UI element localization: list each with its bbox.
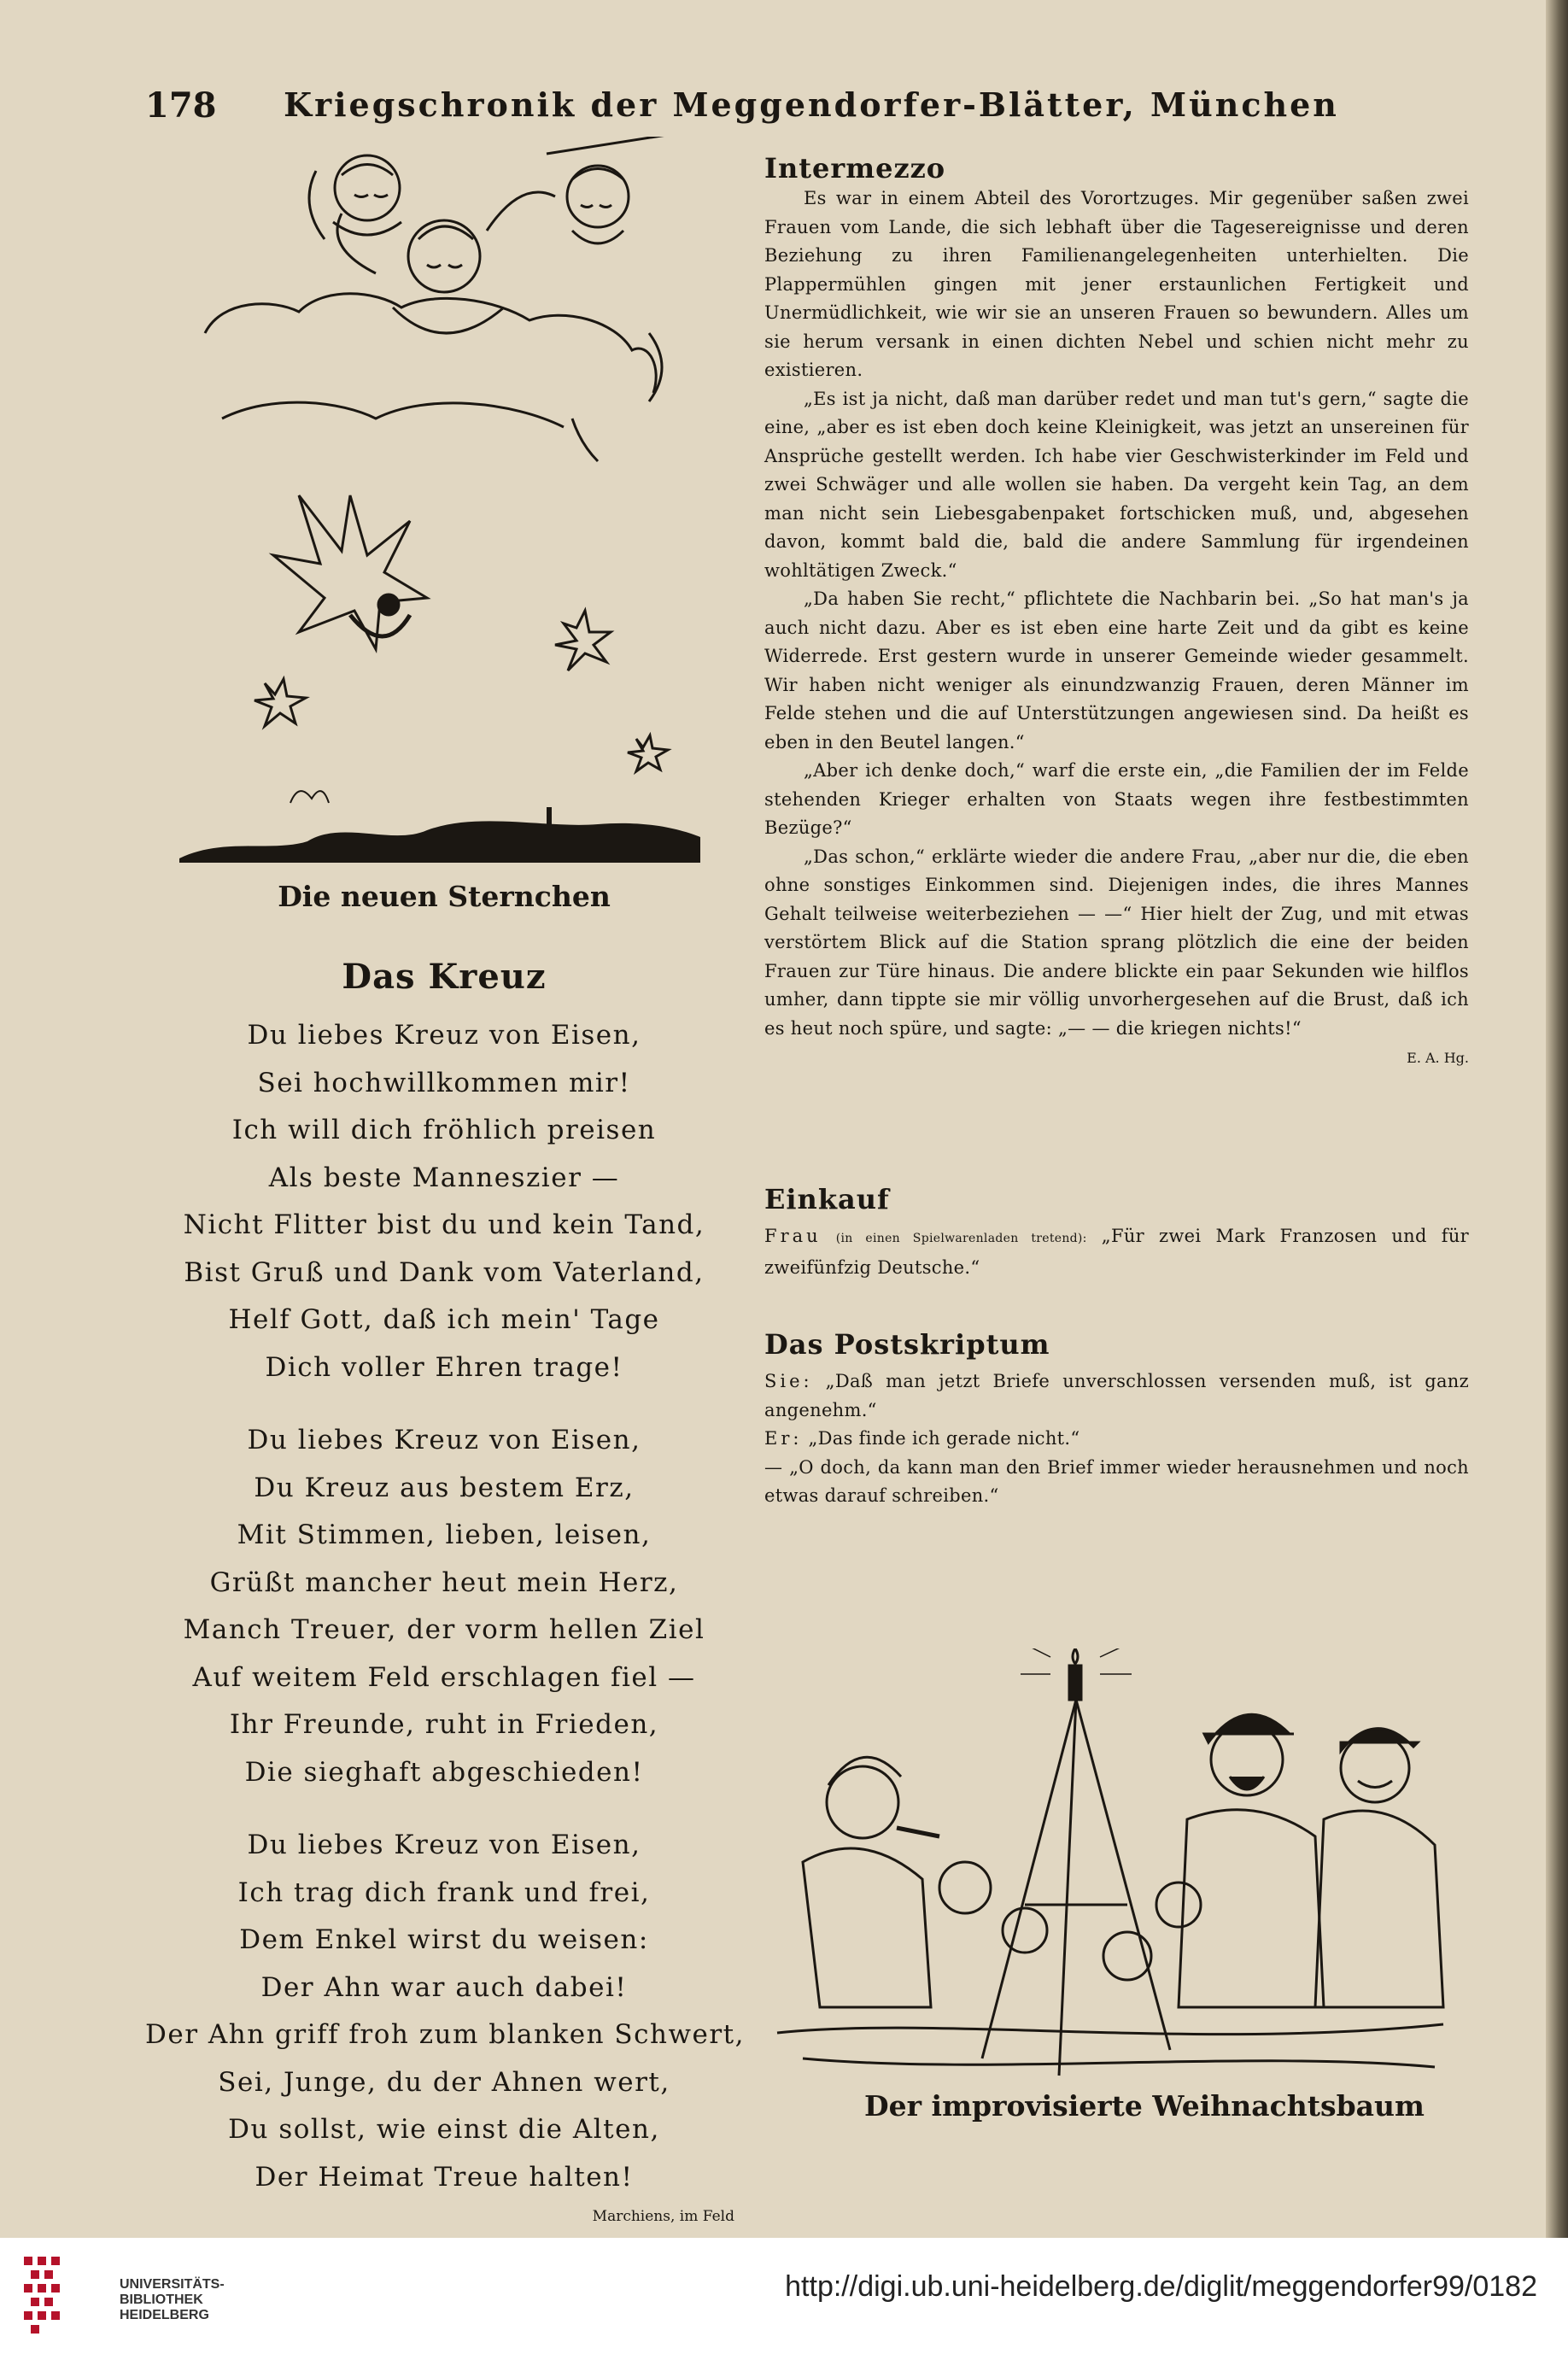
poem-line: Dich voller Ehren trage!	[265, 1351, 623, 1383]
stars-caption: Die neuen Sternchen	[278, 880, 611, 913]
intermezzo-section	[764, 152, 1469, 1066]
poem-line: Nicht Flitter bist du und kein Tand,	[183, 1209, 705, 1240]
poem-title: Das Kreuz	[342, 957, 547, 997]
postskriptum-line	[764, 1425, 1469, 1454]
poem-line: Die sieghaft abgeschieden!	[244, 1756, 644, 1788]
einkauf-text	[764, 1222, 1469, 1282]
library-name-line: BIBLIOTHEK	[120, 2293, 203, 2307]
poem-line: Du liebes Kreuz von Eisen,	[247, 1425, 641, 1455]
angels-drawing	[171, 137, 717, 880]
poem	[145, 957, 743, 2225]
intermezzo-paragraph: Es war in einem Abteil des Vorortzuges. Mir gegenüber saßen zwei Frauen vom Lande, die sich lebhaft über die Tagesereignisse und deren Beziehung zu ihren Familienangelegenheiten unterhielten. Die Plappermühlen gingen mit jener erstaunlichen Fertigkeit und Unermüdlichkeit, wie wir sie an unseren Frauen so bewundern. Alles um sie herum versank in einen dichten Nebel und schien nicht mehr zu existieren.	[764, 188, 1469, 380]
poem-line: Grüßt mancher heut mein Herz,	[209, 1566, 679, 1598]
library-logo-icon	[24, 2257, 111, 2339]
postskriptum-title: Das Postskriptum	[764, 1328, 1050, 1361]
poem-line: Du sollst, wie einst die Alten,	[228, 2114, 660, 2145]
poem-line: Ich will dich fröhlich preisen	[231, 1115, 657, 1145]
einkauf-section	[764, 1183, 1469, 1282]
poem-line: Mit Stimmen, lieben, leisen,	[237, 1520, 652, 1550]
page-edge	[1546, 0, 1568, 2238]
postskriptum-line: — „O doch, da kann man den Brief immer wieder herausnehmen und noch etwas darauf schreiben.“	[764, 1456, 1469, 1506]
postskriptum-speaker: Sie:	[764, 1371, 813, 1391]
postskriptum-quote: „Das finde ich gerade nicht.“	[808, 1428, 1080, 1449]
poem-line: Sei hochwillkommen mir!	[257, 1067, 631, 1098]
poem-line: Manch Treuer, der vorm hellen Ziel	[183, 1614, 705, 1645]
poem-line: Du Kreuz aus bestem Erz,	[254, 1472, 635, 1503]
poem-line: Dem Enkel wirst du weisen:	[239, 1924, 649, 1955]
intermezzo-signature: E. A. Hg.	[1407, 1050, 1469, 1066]
running-title: Kriegschronik der Meggendorfer-Blätter, München	[284, 85, 1339, 124]
soldiers-tree-drawing	[769, 1648, 1452, 2093]
einkauf-title: Einkauf	[764, 1183, 890, 1215]
einkauf-stage-direction: (in einen Spielwarenladen tretend):	[835, 1232, 1087, 1245]
intermezzo-paragraph: „Da haben Sie recht,“ pflichtete die Nachbarin bei. „So hat man's ja auch nicht dazu. Aber es ist eben eine harte Zeit und da gibt es keine Widerrede. Erst gestern wurde in unserer Gemeinde wieder gesammelt. Wir haben nicht weniger als einundzwanzig Frauen, deren Männer im Felde stehen und die auf Unterstützungen angewiesen sind. Da heißt es eben in den Beutel langen.“	[764, 588, 1469, 752]
poem-line: Ich trag dich frank und frei,	[237, 1877, 651, 1908]
poem-line: Bist Gruß und Dank vom Vaterland,	[184, 1256, 705, 1288]
poem-line: Auf weitem Feld erschlagen fiel —	[192, 1661, 696, 1693]
poem-line: Ihr Freunde, ruht in Frieden,	[229, 1709, 659, 1740]
postskriptum-speaker: Er:	[764, 1428, 803, 1449]
library-name-line: HEIDELBERG	[120, 2308, 209, 2322]
poem-line: Der Heimat Treue halten!	[255, 2161, 634, 2193]
library-name-line: UNIVERSITÄTS-	[120, 2277, 225, 2292]
einkauf-quote: „Für zwei Mark Franzosen und für zweifünfzig Deutsche.“	[764, 1226, 1470, 1278]
poem-line: Sei, Junge, du der Ahnen wert,	[218, 2066, 670, 2098]
poem-stanza-3	[145, 1822, 743, 2201]
poem-line: Als beste Manneszier —	[268, 1162, 620, 1193]
poem-stanza-1	[145, 1012, 743, 1391]
postskriptum-line	[764, 1367, 1469, 1425]
intermezzo-paragraph: „Aber ich denke doch,“ warf die erste ein, „die Familien der im Felde stehenden Krieger erhalten von Staats wegen ihre festbestimmten Bezüge?“	[764, 760, 1469, 838]
poem-line: Helf Gott, daß ich mein' Tage	[228, 1304, 660, 1335]
poem-line: Der Ahn war auch dabei!	[260, 1971, 628, 2003]
poem-stanza-2	[145, 1417, 743, 1796]
poem-line: Du liebes Kreuz von Eisen,	[247, 1830, 641, 1860]
tree-caption: Der improvisierte Weihnachtsbaum	[864, 2089, 1425, 2123]
poem-author: Marchiens, im Feld	[592, 2208, 734, 2225]
footer	[0, 2238, 1568, 2354]
einkauf-speaker: Frau	[764, 1226, 822, 1246]
page-number: 178	[145, 85, 217, 126]
page-header	[145, 85, 1477, 137]
intermezzo-paragraph: „Es ist ja nicht, daß man darüber redet und man tut's gern,“ sagte die eine, „aber es ist eben doch keine Kleinigkeit, was jetzt an unsereinen für Ansprüche gestellt werden. Ich habe vier Geschwisterkinder im Feld und zwei Schwäger und alle wollen sie haben. Da vergeht kein Tag, an dem man nicht sein Liebesgabenpaket fortschicken muß, und, abgesehen davon, kommt bald die, bald die andere Sammlung für irgendeinen wohltätigen Zweck.“	[764, 388, 1469, 581]
poem-line: Der Ahn griff froh zum blanken Schwert,	[145, 2019, 745, 2050]
poem-line: Du liebes Kreuz von Eisen,	[247, 1020, 641, 1051]
intermezzo-title: Intermezzo	[764, 152, 946, 184]
library-name	[120, 2277, 225, 2323]
postskriptum-quote: „Daß man jetzt Briefe unverschlossen versenden muß, ist ganz angenehm.“	[764, 1371, 1469, 1420]
intermezzo-paragraph: „Das schon,“ erklärte wieder die andere Frau, „aber nur die, die eben ohne sonstiges Einkommen sind. Diejenigen indes, die ihres Mannes Gehalt teilweise weiterbeziehen — —“ Hier hielt der Zug, und mit etwas verstörtem Blick auf die Station sprang plötzlich die eine der beiden Frauen zur Türe hinaus. Die andere blickte ein paar Sekunden wie hilflos umher, dann tippte sie mir völlig unvorhergesehen auf die Brust, daß ich es heut noch spüre, und sagte: „— — die kriegen nichts!“	[764, 846, 1469, 1039]
postskriptum-section	[764, 1328, 1469, 1511]
source-url[interactable]: http://digi.ub.uni-heidelberg.de/diglit/meggendorfer99/0182	[785, 2270, 1537, 2303]
